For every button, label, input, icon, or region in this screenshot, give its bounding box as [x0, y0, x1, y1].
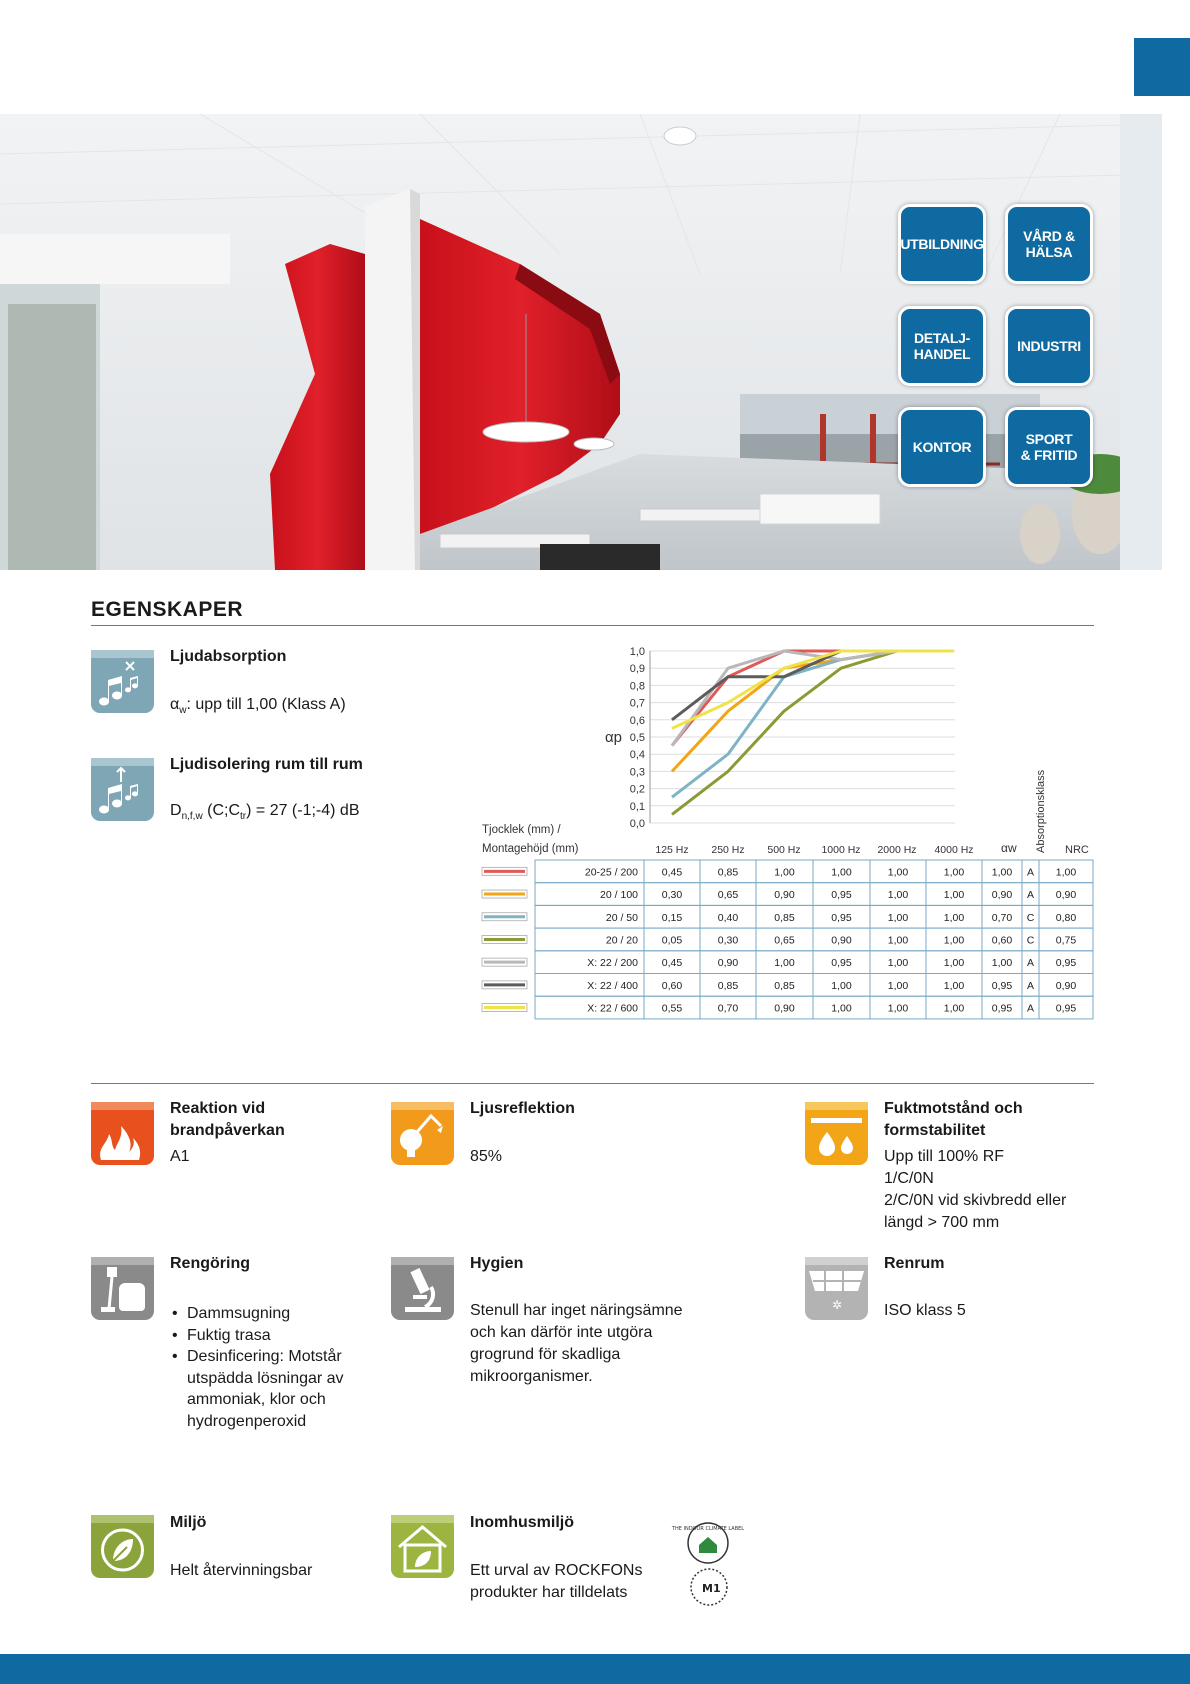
vacuum-cleaner-icon — [91, 1257, 154, 1320]
hygiene-title: Hygien — [470, 1255, 524, 1272]
corner-tab — [1134, 38, 1190, 96]
table-cell-nrc: 0,95 — [1055, 957, 1077, 970]
environment-text: Helt återvinningsbar — [170, 1562, 313, 1579]
humidity-line: Upp till 100% RF — [884, 1148, 1005, 1165]
svg-text:✲: ✲ — [832, 1298, 843, 1312]
table-cell: 0,15 — [661, 911, 683, 924]
cleanroom-text: ISO klass 5 — [884, 1302, 966, 1319]
table-cell: 0,60 — [661, 979, 683, 992]
table-cell: 1,00 — [831, 979, 852, 992]
chart-xtick-label: 250 Hz — [711, 844, 745, 856]
sound-absorption-text: $\alpha_w$: upp till 1,00 (Klass A) — [170, 696, 346, 717]
chart-ytick-label: 0,8 — [629, 680, 645, 693]
table-cell: 1,00 — [887, 979, 909, 992]
table-row-label: 20 / 50 — [605, 911, 638, 924]
table-header-class: Absorptionsklass — [1035, 769, 1047, 853]
cleaning-item: • Fuktig trasa — [170, 1325, 360, 1347]
table-cell: 0,45 — [661, 866, 683, 879]
indoor-title: Inomhusmiljö — [470, 1514, 574, 1531]
table-cell: 0,55 — [661, 1002, 683, 1015]
segment-industri[interactable]: INDUSTRI — [1005, 306, 1093, 386]
chart-xtick-label: 125 Hz — [655, 844, 689, 856]
segment-detaljhandel[interactable]: DETALJ-HANDEL — [898, 306, 986, 386]
chart-ytick-label: 0,1 — [629, 800, 645, 813]
table-cell: 1,00 — [774, 957, 795, 970]
table-cell: 1,00 — [831, 866, 852, 879]
table-row-label: X: 22 / 600 — [587, 1002, 638, 1015]
chart-ytick-label: 0,9 — [629, 663, 645, 676]
chart-ytick-label: 0,3 — [629, 766, 645, 779]
table-cell: 0,40 — [717, 911, 739, 924]
table-cell: 0,30 — [661, 889, 683, 902]
table-cell-aw: 0,70 — [991, 911, 1013, 924]
cleaning-list — [170, 1303, 360, 1432]
table-cell: 1,00 — [887, 889, 909, 902]
table-cell-aw: 0,60 — [991, 934, 1013, 947]
chart-ytick-label: 0,4 — [629, 749, 645, 762]
table-cell: 1,00 — [943, 889, 965, 902]
humidity-icon — [805, 1102, 868, 1165]
table-cell: 0,85 — [774, 911, 795, 924]
table-cell-class: A — [1026, 979, 1035, 992]
hygiene-text: Stenull har inget näringsämne och kan därför inte utgöra grogrund för skadliga mikroorganismer. — [470, 1302, 683, 1385]
table-header-nrc: NRC — [1065, 844, 1089, 856]
light-reflection-text: 85% — [470, 1148, 503, 1165]
chart-xtick-label: 2000 Hz — [877, 844, 917, 856]
table-cell-aw: 0,90 — [991, 889, 1013, 902]
cleaning-item: • Desinficering: Motstår utspädda lösningar av ammoniak, klor och hydrogenperoxid — [170, 1346, 360, 1432]
indoor-environment-icon — [391, 1515, 454, 1578]
table-row-label: X: 22 / 400 — [587, 979, 638, 992]
table-cell-class: A — [1026, 866, 1035, 879]
cleaning-title: Rengöring — [170, 1255, 250, 1272]
chart-ytick-label: 0,0 — [629, 818, 645, 830]
light-reflection-icon — [391, 1102, 454, 1165]
table-row-label: 20 / 20 — [605, 934, 638, 947]
sound-insulation-title: Ljudisolering rum till rum — [170, 756, 363, 773]
table-cell-nrc: 1,00 — [1055, 866, 1077, 879]
chart-xtick-label: 1000 Hz — [821, 844, 861, 856]
fire-icon — [91, 1102, 154, 1165]
table-cell: 0,90 — [774, 1002, 795, 1015]
table-header-row1: Tjocklek (mm) / — [482, 824, 561, 836]
leaf-recycle-icon — [91, 1515, 154, 1578]
table-cell: 1,00 — [887, 866, 909, 879]
table-cell: 1,00 — [774, 866, 795, 879]
segment-sport-fritid[interactable]: SPORT & FRITID — [1005, 407, 1093, 487]
table-header-aw: αw — [1001, 841, 1017, 855]
cleanroom-icon — [805, 1257, 868, 1320]
divider-rule — [91, 1083, 1094, 1084]
table-cell: 0,85 — [717, 866, 739, 879]
table-cell: 0,85 — [717, 979, 739, 992]
light-reflection-title: Ljusreflektion — [470, 1100, 575, 1117]
segment-kontor[interactable]: KONTOR — [898, 407, 986, 487]
table-cell: 0,90 — [831, 934, 852, 947]
table-cell: 0,95 — [831, 911, 852, 924]
humidity-line: 2/C/0N vid skivbredd eller — [884, 1192, 1067, 1209]
table-cell: 1,00 — [943, 957, 965, 970]
table-cell: 0,05 — [661, 934, 683, 947]
cleaning-item: • Dammsugning — [170, 1303, 360, 1325]
table-cell: 0,95 — [831, 957, 852, 970]
fire-text: A1 — [170, 1148, 190, 1165]
footer-bar — [0, 1654, 1190, 1684]
chart-xtick-label: 4000 Hz — [934, 844, 974, 856]
humidity-line: 1/C/0N — [884, 1170, 934, 1187]
table-cell-aw: 1,00 — [991, 957, 1013, 970]
table-cell: 1,00 — [887, 934, 909, 947]
table-cell: 1,00 — [943, 934, 965, 947]
table-cell: 0,95 — [831, 889, 852, 902]
table-cell-class: A — [1026, 1002, 1035, 1015]
chart-series-line — [672, 651, 954, 814]
table-cell: 1,00 — [943, 866, 965, 879]
table-row-label: 20-25 / 200 — [584, 866, 638, 879]
table-cell-nrc: 0,90 — [1055, 979, 1077, 992]
table-cell: 0,30 — [717, 934, 739, 947]
sound-absorption-icon — [91, 650, 154, 713]
table-cell: 0,90 — [717, 957, 739, 970]
chart-ytick-label: 0,2 — [629, 783, 645, 796]
section-rule — [91, 625, 1094, 626]
humidity-text — [884, 1146, 1066, 1234]
table-cell: 1,00 — [943, 1002, 965, 1015]
table-cell: 1,00 — [943, 979, 965, 992]
table-cell: 0,65 — [774, 934, 795, 947]
sound-insulation-text: $D_{n,f,w}$ $(C;C_{tr}) = 27$ (-1;-4) dB — [170, 802, 360, 823]
table-cell-nrc: 0,95 — [1055, 1002, 1077, 1015]
table-cell-class: C — [1026, 934, 1035, 947]
table-cell-nrc: 0,75 — [1055, 934, 1077, 947]
chart-ytick-label: 0,7 — [629, 697, 645, 710]
table-cell: 0,45 — [661, 957, 683, 970]
chart-ytick-label: 0,6 — [629, 714, 645, 727]
segment-vard-halsa[interactable]: VÅRD & HÄLSA — [1005, 204, 1093, 284]
table-cell-aw: 1,00 — [991, 866, 1013, 879]
fire-title: Reaktion vid brandpåverkan — [170, 1100, 285, 1139]
chart-xtick-label: 500 Hz — [767, 844, 801, 856]
sound-insulation-icon — [91, 758, 154, 821]
hero-photo — [0, 114, 1162, 570]
table-cell-class: A — [1026, 889, 1035, 902]
chart-ytick-label: 0,5 — [629, 732, 645, 744]
svg-text:M1: M1 — [702, 1582, 721, 1595]
hero-illustration — [0, 114, 1162, 570]
table-cell-nrc: 0,90 — [1055, 889, 1077, 902]
table-header-row2: Montagehöjd (mm) — [482, 843, 579, 855]
chart-ylabel: αp — [605, 729, 623, 746]
table-cell: 0,85 — [774, 979, 795, 992]
environment-title: Miljö — [170, 1514, 207, 1531]
table-cell: 0,65 — [717, 889, 739, 902]
table-cell: 1,00 — [831, 1002, 852, 1015]
table-row-label: X: 22 / 200 — [587, 957, 638, 970]
table-cell-class: C — [1026, 911, 1035, 924]
humidity-line: längd > 700 mm — [884, 1214, 1000, 1231]
table-cell-nrc: 0,80 — [1055, 911, 1077, 924]
absorption-chart — [470, 640, 1110, 1025]
table-cell: 0,90 — [774, 889, 795, 902]
table-row-label: 20 / 100 — [600, 889, 638, 902]
svg-text:THE INDOOR CLIMATE LABEL: THE INDOOR CLIMATE LABEL — [671, 1526, 745, 1532]
section-title: EGENSKAPER — [91, 598, 244, 621]
table-cell-aw: 0,95 — [991, 979, 1013, 992]
indoor-text: Ett urval av ROCKFONs produkter har tilldelats — [470, 1562, 643, 1601]
indoor-climate-label-logo — [671, 1521, 745, 1565]
table-cell-aw: 0,95 — [991, 1002, 1013, 1015]
table-cell: 0,70 — [717, 1002, 739, 1015]
table-cell: 1,00 — [887, 1002, 909, 1015]
table-cell-class: A — [1026, 957, 1035, 970]
table-cell: 1,00 — [943, 911, 965, 924]
cleanroom-title: Renrum — [884, 1255, 945, 1272]
humidity-title: Fuktmotstånd och formstabilitet — [884, 1100, 1023, 1139]
table-cell: 1,00 — [887, 957, 909, 970]
m1-label-logo — [689, 1567, 729, 1607]
segment-utbildning[interactable]: UTBILDNING — [898, 204, 986, 284]
chart-ytick-label: 1,0 — [629, 646, 645, 658]
sound-absorption-title: Ljudabsorption — [170, 648, 287, 665]
table-cell: 1,00 — [887, 911, 909, 924]
microscope-icon — [391, 1257, 454, 1320]
